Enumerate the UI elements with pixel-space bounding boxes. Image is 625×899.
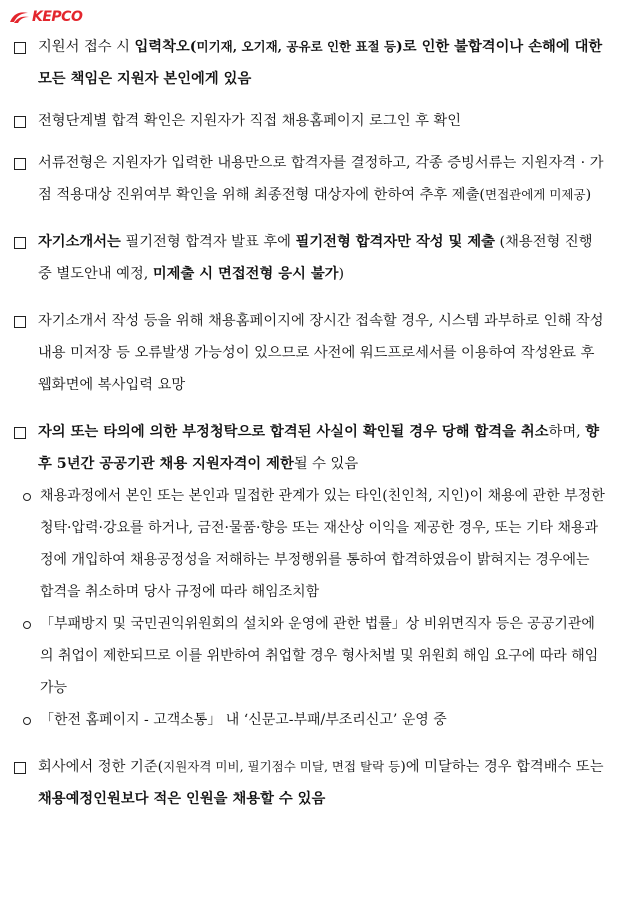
sub-item-text: 「한전 홈페이지 - 고객소통」 내 ‘신문고-부패/부조리신고’ 운영 중 <box>40 712 447 728</box>
sub-item <box>14 480 606 608</box>
item-text: 미제출 시 면접전형 응시 불가 <box>152 266 339 282</box>
item-text: 서류전형은 지원자가 입력한 내용만으로 합격자를 결정하고, 각종 증빙서류는 지원자격 · 가점 적용대상 진위여부 확인을 위해 최종전형 대상자에 한하여 추후 제출( <box>38 155 604 203</box>
item-text: 필기전형 합격자만 작성 및 제출 <box>295 234 495 250</box>
notice-item <box>14 105 606 137</box>
item-text: 채용예정인원보다 적은 인원을 채용할 수 있음 <box>38 791 326 807</box>
checkbox-bullet-icon <box>14 762 26 774</box>
item-text: 지원서 접수 시 <box>38 39 135 55</box>
checkbox-bullet-icon <box>14 158 26 170</box>
kepco-logo <box>8 7 82 27</box>
sub-item-text: 채용과정에서 본인 또는 본인과 밀접한 관계가 있는 타인(친인척, 지인)이 채용에 관한 부정한 청탁·압력·강요를 하거나, 금전·물품·향응 또는 재산상 이익을 제공한 경우, 또는 기타 채용과정에 개입하여 채용공정성을 저해하는 부정행위를 통하여 합격하였음이 밝혀지는 경우에는 합격을 취소하며 당사 규정에 따라 해임조치함 <box>40 488 605 600</box>
notice-item <box>14 751 606 815</box>
item-text: 면접관에게 미제공 <box>485 187 586 202</box>
notice-item <box>14 305 606 401</box>
logo-text: KEPCO <box>32 9 83 25</box>
item-text: 자기소개서는 <box>38 234 121 250</box>
circle-bullet-icon <box>23 717 31 725</box>
item-text: 지원자격 미비, 필기점수 미달, 면접 탈락 등 <box>163 759 401 774</box>
notice-item <box>14 31 606 95</box>
checkbox-bullet-icon <box>14 237 26 249</box>
kepco-logo-icon <box>8 9 30 25</box>
item-text: ) <box>585 187 592 203</box>
circle-bullet-icon <box>23 493 31 501</box>
item-text: ) <box>338 266 345 282</box>
item-text: 될 수 있음 <box>293 456 359 472</box>
item-text: )에 미달하는 경우 합격배수 또는 <box>400 759 604 775</box>
sub-item-text: 「부패방지 및 국민권익위원회의 설치와 운영에 관한 법률」상 비위면직자 등은 공공기관에의 취업이 제한되므로 이를 위반하여 취업할 경우 형사처벌 및 위원회 해임 요구에 따라 해임 가능 <box>40 616 599 696</box>
item-text: 미기재, 오기재, 공유로 인한 표절 등 <box>196 39 397 54</box>
circle-bullet-icon <box>23 621 31 629</box>
notice-item <box>14 416 606 480</box>
checkbox-bullet-icon <box>14 316 26 328</box>
checkbox-bullet-icon <box>14 116 26 128</box>
item-text: 자기소개서 작성 등을 위해 채용홈페이지에 장시간 접속할 경우, 시스템 과부하로 인해 작성내용 미저장 등 오류발생 가능성이 있으므로 사전에 워드프로세서를 이용하여 작성완료 후 웹화면에 복사입력 요망 <box>38 313 604 393</box>
item-text: 입력착오( <box>134 39 197 55</box>
item-text: 자의 또는 타의에 의한 부정청탁으로 합격된 사실이 확인될 경우 당해 합격을 취소 <box>38 424 549 440</box>
item-text: 하며, <box>548 424 586 440</box>
notice-list <box>14 31 606 815</box>
item-text: 향후 5년간 공공기관 채용 지원자격이 제한 <box>38 424 600 472</box>
item-text: 필기전형 합격자 발표 후에 <box>120 234 296 250</box>
item-text: 회사에서 정한 기준( <box>38 759 164 775</box>
notice-item <box>14 147 606 211</box>
notice-item <box>14 226 606 290</box>
checkbox-bullet-icon <box>14 42 26 54</box>
item-text: 전형단계별 합격 확인은 지원자가 직접 채용홈페이지 로그인 후 확인 <box>38 113 462 129</box>
checkbox-bullet-icon <box>14 427 26 439</box>
sub-item <box>14 608 606 704</box>
item-text: (채용전형 진행 중 별도안내 예정, <box>38 234 593 282</box>
sub-item <box>14 704 606 736</box>
item-text: )로 인한 불합격이나 손해에 대한 모든 책임은 지원자 본인에게 있음 <box>38 39 603 87</box>
